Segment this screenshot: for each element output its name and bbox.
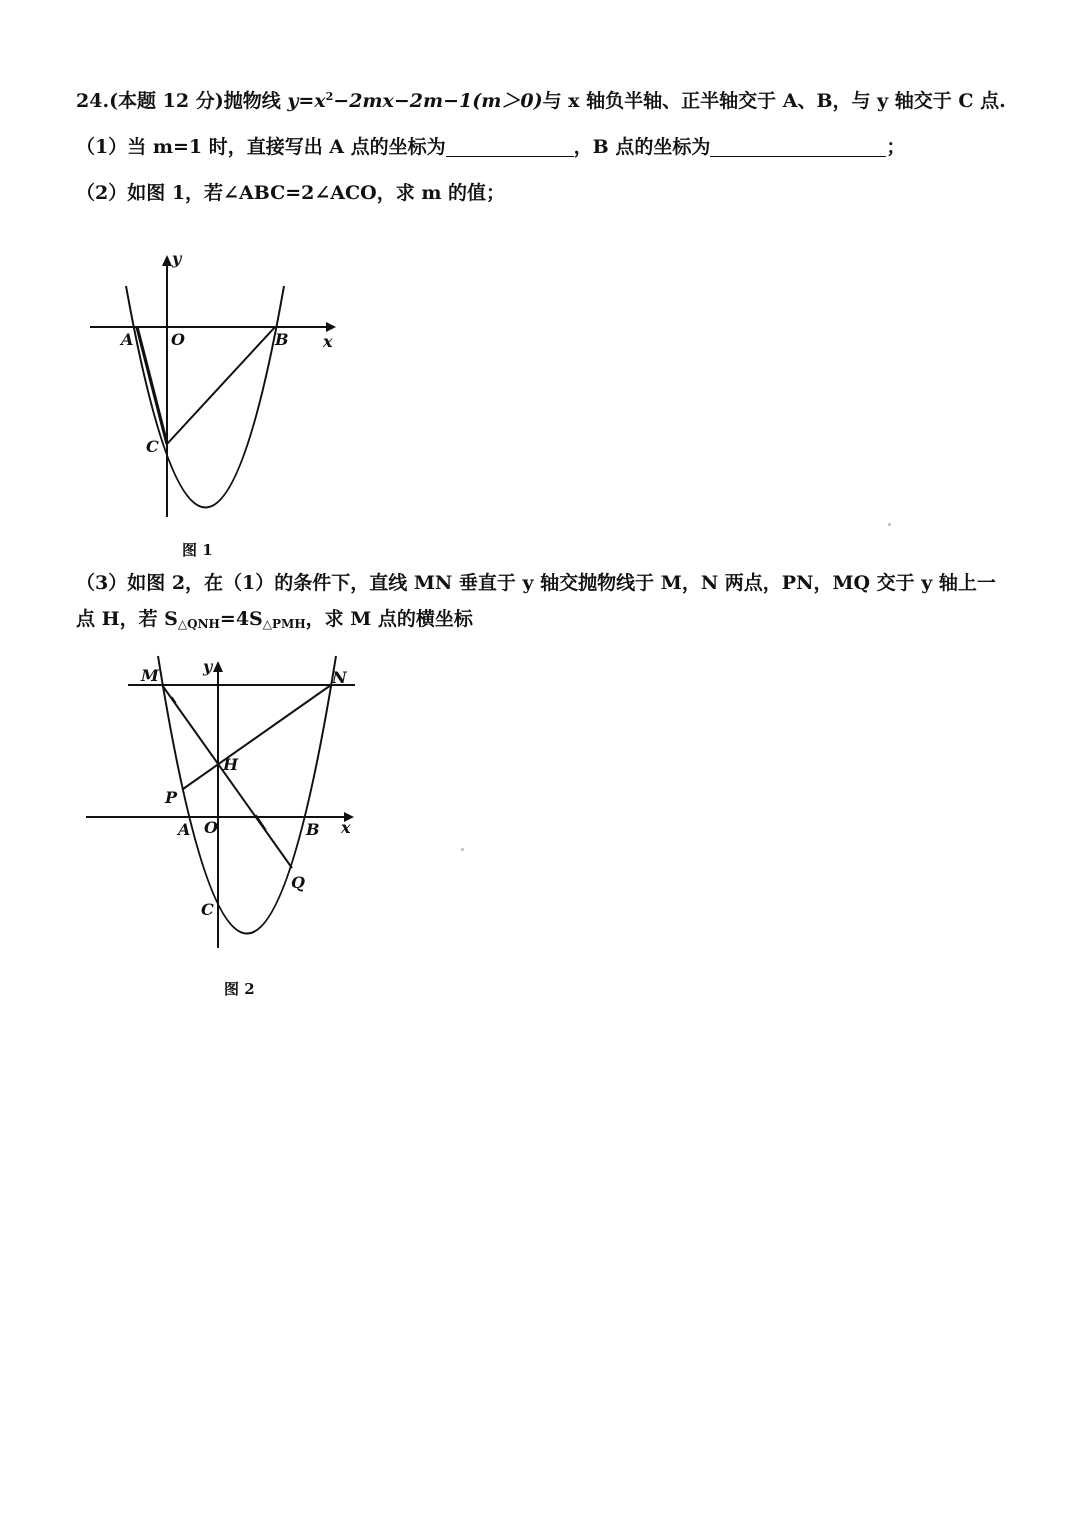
part3-sub-pmh: △PMH	[262, 617, 306, 631]
stem-func-rest: −2mx−2m−1(m＞0)	[333, 90, 543, 112]
fig1-label-x: x	[323, 332, 333, 351]
part3-sub-qnh: △QNH	[177, 617, 220, 631]
figure-1-caption: 图 1	[182, 541, 213, 559]
part3-line1: （3）如图 2，在（1）的条件下，直线 MN 垂直于 y 轴交抛物线于 M，N 两点，PN，MQ 交于 y 轴上一	[76, 572, 996, 594]
fig2-label-p: P	[165, 788, 178, 807]
fig2-y-arrow	[213, 661, 223, 672]
fig1-label-a: A	[121, 330, 134, 349]
fig2-segment-mq	[162, 685, 292, 868]
part2-line: （2）如图 1，若∠ABC=2∠ACO，求 m 的值；	[76, 182, 506, 204]
part1-end: ；	[886, 136, 906, 158]
fig1-label-y: y	[172, 249, 182, 268]
stem-func-y: y	[287, 90, 299, 112]
part3-line2-mid: =4S	[219, 608, 263, 630]
fig2-label-q: Q	[291, 873, 305, 892]
stem-func-exp: 2	[325, 90, 334, 103]
stem-pre: 抛物线	[223, 90, 288, 112]
fig2-label-a: A	[178, 820, 191, 839]
part3-line2-post: ，求 M 点的横坐标	[305, 608, 473, 630]
fig2-label-x: x	[341, 818, 351, 837]
stem-func-eq: =x	[298, 90, 326, 112]
part1-pre: （1）当 m=1 时，直接写出 A 点的坐标为	[76, 136, 446, 158]
fig2-label-y: y	[203, 657, 213, 676]
question-number: 24.	[76, 90, 110, 112]
question-score: (本题 12 分)	[109, 90, 224, 112]
fig2-label-b: B	[306, 820, 320, 839]
fig2-label-n: N	[332, 668, 347, 687]
part1-mid: ，B 点的坐标为	[573, 136, 711, 158]
fig1-label-c: C	[146, 437, 159, 456]
stem-post: 与 x 轴负半轴、正半轴交于 A、B，与 y 轴交于 C 点.	[542, 90, 1006, 112]
fig2-label-o: O	[204, 818, 218, 837]
scan-speck	[461, 848, 464, 851]
fig1-label-o: O	[171, 330, 185, 349]
fig2-parabola	[158, 656, 336, 934]
scan-speck	[888, 523, 891, 526]
fig2-segment-pn	[183, 685, 331, 789]
part3-line2-pre: 点 H，若 S	[76, 608, 178, 630]
fig2-segment-pn-extend	[183, 787, 186, 789]
figure-2-caption: 图 2	[224, 980, 255, 998]
fig2-label-c: C	[201, 900, 214, 919]
fig1-label-b: B	[275, 330, 289, 349]
fig2-label-m: M	[141, 666, 159, 685]
fig2-label-h: H	[223, 755, 239, 774]
